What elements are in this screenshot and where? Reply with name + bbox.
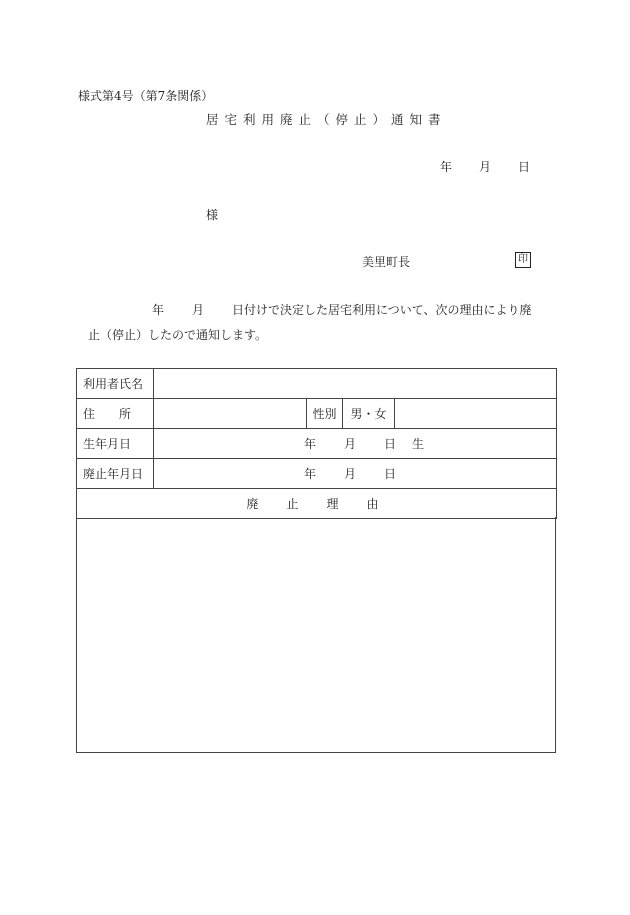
- address-label: 住 所: [77, 399, 154, 429]
- sex-blank-field[interactable]: [395, 399, 557, 429]
- date-day-label: 日: [518, 160, 531, 174]
- date-month-label: 月: [479, 160, 492, 174]
- seal-box: 印: [515, 252, 531, 268]
- form-number: 様式第4号（第7条関係）: [78, 89, 214, 103]
- body-text-1: 日付けで決定した居宅利用について、次の理由により廃: [232, 303, 532, 317]
- table-row-name: [77, 369, 557, 399]
- sex-label: 性別: [307, 399, 343, 429]
- reason-header: 廃 止 理 由: [77, 489, 557, 519]
- body-month-label: 月: [192, 303, 205, 317]
- sender-name: 美里町長: [362, 255, 411, 269]
- name-field[interactable]: [154, 369, 557, 399]
- abolish-day-label: 日: [384, 467, 397, 481]
- reason-field[interactable]: [76, 517, 556, 753]
- info-table: [76, 368, 557, 519]
- birth-year-label: 年: [304, 437, 317, 451]
- abolish-date-label: 廃止年月日: [77, 459, 154, 489]
- name-label: 利用者氏名: [77, 369, 154, 399]
- birth-day-label: 日: [384, 437, 397, 451]
- body-text-line2: 止（停止）したので通知します。: [88, 328, 268, 342]
- addressee-suffix: 様: [206, 208, 219, 222]
- sex-options[interactable]: 男・女: [343, 399, 395, 429]
- table-row-reason-header: [77, 489, 557, 519]
- birth-month-label: 月: [344, 437, 357, 451]
- date-year-label: 年: [440, 160, 453, 174]
- abolish-date-field[interactable]: [154, 459, 557, 489]
- body-text-line1: [152, 301, 532, 318]
- abolish-year-label: 年: [304, 467, 317, 481]
- table-row-birth: [77, 429, 557, 459]
- document-title: 居宅利用廃止（停止）通知書: [206, 112, 447, 127]
- birth-suffix: 生: [412, 437, 425, 451]
- abolish-month-label: 月: [344, 467, 357, 481]
- table-row-address: [77, 399, 557, 429]
- address-field[interactable]: [154, 399, 307, 429]
- birth-label: 生年月日: [77, 429, 154, 459]
- birth-date-field[interactable]: [154, 429, 557, 459]
- body-year-label: 年: [152, 303, 165, 317]
- table-row-abolish-date: [77, 459, 557, 489]
